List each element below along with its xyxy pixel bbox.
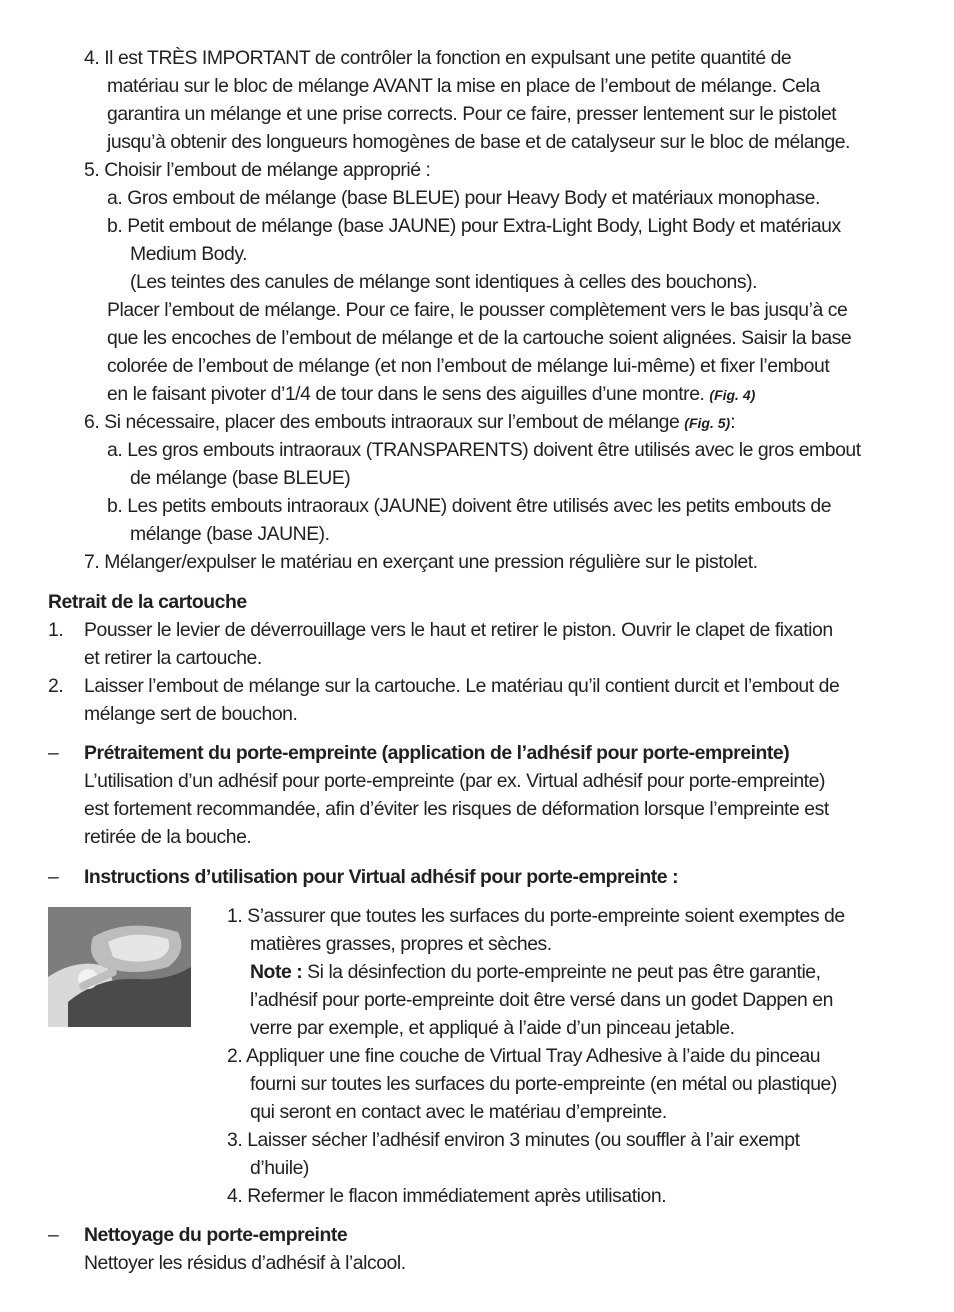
nettoyage-dash: – bbox=[48, 1224, 59, 1246]
instruction-step-1-line-1: 1. S’assurer que toutes les surfaces du porte-empreinte soient exemptes de bbox=[227, 905, 845, 927]
instruction-note-line-3: verre par exemple, et appliqué à l’aide d’un pinceau jetable. bbox=[250, 1017, 735, 1039]
instruction-note-line-1 bbox=[250, 958, 821, 986]
step-4-line-3: garantira un mélange et une prise corrects. Pour ce faire, presser lentement sur le pistolet bbox=[107, 103, 837, 125]
pretraitement-line-1: L’utilisation d’un adhésif pour porte-empreinte (par ex. Virtual adhésif pour porte-empreinte) bbox=[84, 770, 825, 792]
note-text: Si la désinfection du porte-empreinte ne peut pas être garantie, bbox=[302, 961, 821, 983]
step-6b-line-1: b. Les petits embouts intraoraux (JAUNE) doivent être utilisés avec les petits embouts de bbox=[107, 495, 832, 517]
step-4-line-1: 4. Il est TRÈS IMPORTANT de contrôler la fonction en expulsant une petite quantité de bbox=[84, 47, 792, 69]
step-5-text-line-4-body: en le faisant pivoter d’1/4 de tour dans le sens des aiguilles d’une montre. bbox=[107, 383, 705, 405]
step-5-line: 5. Choisir l’embout de mélange approprié : bbox=[84, 159, 431, 181]
step-6a-line-1: a. Les gros embouts intraoraux (TRANSPARENTS) doivent être utilisés avec le gros embout bbox=[107, 439, 861, 461]
step-6-line bbox=[84, 408, 735, 437]
pretraitement-line-2: est fortement recommandée, afin d’éviter les risques de déformation lorsque l’empreinte est bbox=[84, 798, 829, 820]
step-5a-line: a. Gros embout de mélange (base BLEUE) pour Heavy Body et matériaux monophase. bbox=[107, 187, 820, 209]
step-5-text-line-2: que les encoches de l’embout de mélange et de la cartouche soient alignées. Saisir la base bbox=[107, 327, 852, 349]
step-6-colon: : bbox=[730, 411, 736, 433]
nettoyage-heading: Nettoyage du porte-empreinte bbox=[84, 1224, 348, 1246]
fig-4-reference: (Fig. 4) bbox=[709, 387, 756, 403]
instruction-step-3-line-1: 3. Laisser sécher l’adhésif environ 3 minutes (ou souffler à l’air exempt bbox=[227, 1129, 800, 1151]
step-4-line-2: matériau sur le bloc de mélange AVANT la mise en place de l’embout de mélange. Cela bbox=[107, 75, 820, 97]
instruction-step-4-line: 4. Refermer le flacon immédiatement après utilisation. bbox=[227, 1185, 667, 1207]
instructions-heading: Instructions d’utilisation pour Virtual adhésif pour porte-empreinte : bbox=[84, 866, 679, 888]
step-5-text-line-4 bbox=[107, 380, 755, 409]
retrait-item-2-line-1: Laisser l’embout de mélange sur la cartouche. Le matériau qu’il contient durcit et l’embout de bbox=[84, 675, 840, 697]
nettoyage-text: Nettoyer les résidus d’adhésif à l’alcool. bbox=[84, 1252, 406, 1274]
pretraitement-dash: – bbox=[48, 742, 59, 764]
retrait-item-1-line-2: et retirer la cartouche. bbox=[84, 647, 262, 669]
instruction-step-1-line-2: matières grasses, propres et sèches. bbox=[250, 933, 552, 955]
retrait-heading: Retrait de la cartouche bbox=[48, 591, 247, 613]
instruction-note-line-2: l’adhésif pour porte-empreinte doit être versé dans un godet Dappen en bbox=[250, 989, 833, 1011]
step-6-line-body: 6. Si nécessaire, placer des embouts intraoraux sur l’embout de mélange bbox=[84, 411, 680, 433]
step-5b-line-1: b. Petit embout de mélange (base JAUNE) pour Extra-Light Body, Light Body et matériaux bbox=[107, 215, 841, 237]
instructions-dash: – bbox=[48, 866, 59, 888]
step-5b-line-2: Medium Body. bbox=[130, 243, 248, 265]
tray-adhesive-photo bbox=[48, 907, 191, 1027]
step-6b-line-2: mélange (base JAUNE). bbox=[130, 523, 330, 545]
step-5-text-line-1: Placer l’embout de mélange. Pour ce faire, le pousser complètement vers le bas jusqu’à ce bbox=[107, 299, 848, 321]
pretraitement-heading: Prétraitement du porte-empreinte (application de l’adhésif pour porte-empreinte) bbox=[84, 742, 790, 764]
step-6a-line-2: de mélange (base BLEUE) bbox=[130, 467, 351, 489]
step-5-text-line-3: colorée de l’embout de mélange (et non l’embout de mélange lui-même) et fixer l’embout bbox=[107, 355, 830, 377]
retrait-number-1: 1. bbox=[48, 619, 64, 641]
pretraitement-line-3: retirée de la bouche. bbox=[84, 826, 252, 848]
fig-5-reference: (Fig. 5) bbox=[684, 415, 731, 431]
instruction-step-2-line-3: qui seront en contact avec le matériau d’empreinte. bbox=[250, 1101, 667, 1123]
step-5-note: (Les teintes des canules de mélange sont identiques à celles des bouchons). bbox=[130, 271, 758, 293]
step-4-line-4: jusqu’à obtenir des longueurs homogènes de base et de catalyseur sur le bloc de mélange. bbox=[107, 131, 850, 153]
step-7-line: 7. Mélanger/expulser le matériau en exerçant une pression régulière sur le pistolet. bbox=[84, 551, 758, 573]
instruction-step-2-line-2: fourni sur toutes les surfaces du porte-empreinte (en métal ou plastique) bbox=[250, 1073, 837, 1095]
instruction-step-2-line-1: 2. Appliquer une fine couche de Virtual Tray Adhesive à l’aide du pinceau bbox=[227, 1045, 821, 1067]
note-label: Note : bbox=[250, 961, 303, 983]
instruction-step-3-line-2: d’huile) bbox=[250, 1157, 309, 1179]
retrait-item-1-line-1: Pousser le levier de déverrouillage vers le haut et retirer le piston. Ouvrir le clapet de fixation bbox=[84, 619, 833, 641]
retrait-number-2: 2. bbox=[48, 675, 64, 697]
retrait-item-2-line-2: mélange sert de bouchon. bbox=[84, 703, 298, 725]
